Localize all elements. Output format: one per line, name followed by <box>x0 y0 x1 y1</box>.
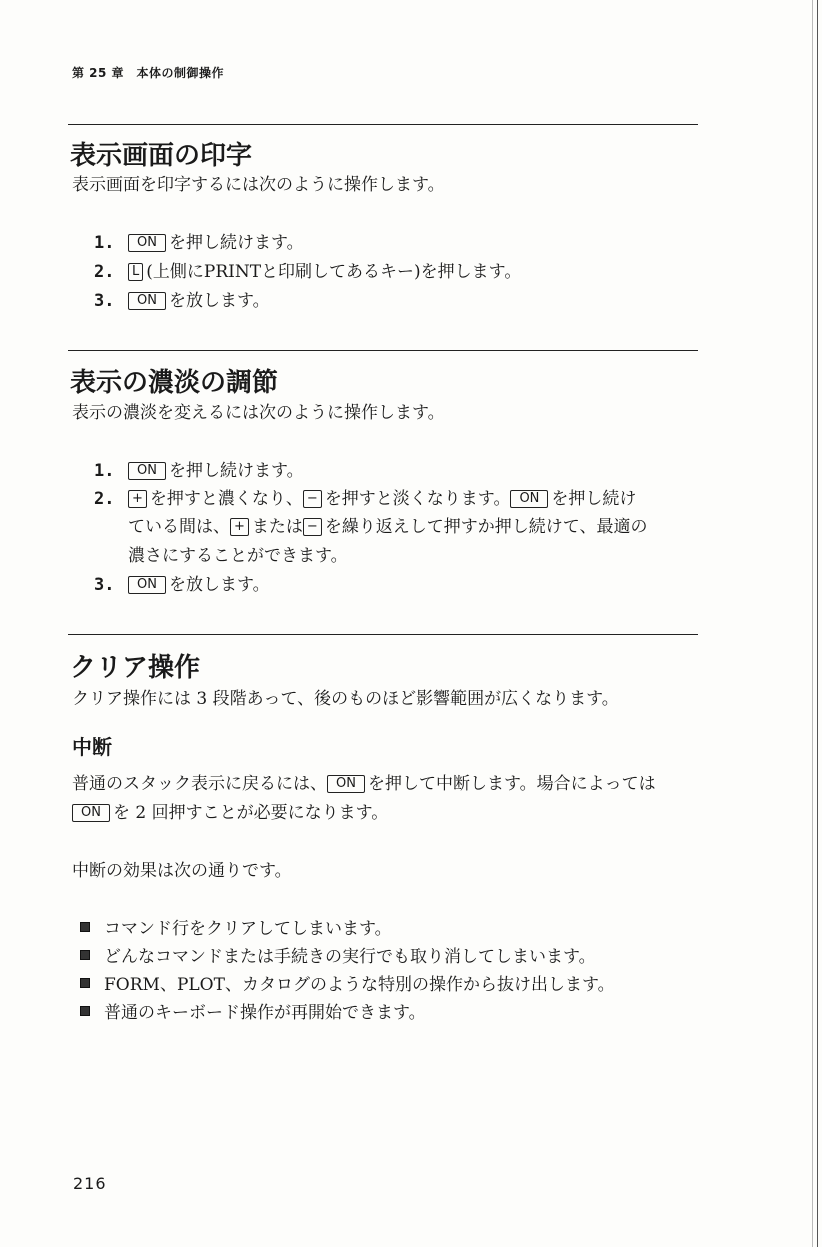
paragraph-text: を 2 回押すことが必要になります。 <box>112 803 389 823</box>
step-number: 1. <box>94 233 115 253</box>
step-item <box>94 484 636 514</box>
step-text: を押し続けます。 <box>168 233 304 253</box>
on-key: ON <box>128 234 166 252</box>
on-key: ON <box>72 804 110 822</box>
page-edge-inner <box>812 0 813 1247</box>
minus-key: − <box>303 490 322 508</box>
paragraph-line <box>72 798 388 828</box>
step-number: 2. <box>94 262 115 282</box>
step-continuation <box>128 512 647 542</box>
step-text: (上側にPRINTと印刷してあるキー)を押します。 <box>146 262 522 282</box>
on-key: ON <box>128 576 166 594</box>
bullet-text: FORM、PLOT、カタログのような特別の操作から抜け出します。 <box>104 975 615 995</box>
step-text: を押し続けます。 <box>168 461 304 481</box>
step-text: を押すと淡くなります。 <box>324 489 511 509</box>
bullet-square-icon <box>80 978 90 988</box>
step-item <box>94 456 304 486</box>
paragraph-text: を押して中断します。場合によっては <box>367 774 656 794</box>
section-intro: クリア操作には 3 段階あって、後のものほど影響範囲が広くなります。 <box>72 689 619 709</box>
bullet-text: 普通のキーボード操作が再開始できます。 <box>104 1003 426 1023</box>
section-title-print: 表示画面の印字 <box>70 141 253 171</box>
plus-key: + <box>230 518 249 536</box>
on-key: ON <box>128 292 166 310</box>
page-number: 216 <box>73 1174 107 1193</box>
bullet-text: どんなコマンドまたは手続きの実行でも取り消してしまいます。 <box>104 947 596 967</box>
running-head: 第 25 章 本体の制御操作 <box>72 66 225 80</box>
step-text: を繰り返えして押すか押し続けて、最適の <box>324 517 648 537</box>
bullet-item <box>80 970 615 1000</box>
step-number: 1. <box>94 461 115 481</box>
step-text: を放します。 <box>168 575 270 595</box>
bullet-square-icon <box>80 922 90 932</box>
step-text: を押すと濃くなり、 <box>149 489 303 509</box>
bullet-text: コマンド行をクリアしてしまいます。 <box>104 919 392 939</box>
step-item <box>94 286 270 316</box>
step-text: ている間は、 <box>128 517 230 537</box>
section-rule <box>68 350 698 351</box>
minus-key: − <box>303 518 322 536</box>
page-edge <box>817 0 818 1247</box>
step-item <box>94 570 270 600</box>
paragraph-text: 普通のスタック表示に戻るには、 <box>72 774 327 794</box>
step-number: 3. <box>94 291 115 311</box>
bullet-item <box>80 942 596 972</box>
on-key: ON <box>510 490 548 508</box>
on-key: ON <box>128 462 166 480</box>
step-text: を押し続け <box>551 489 637 509</box>
section-rule <box>68 634 698 635</box>
plus-key: + <box>128 490 147 508</box>
step-item <box>94 257 521 287</box>
step-item <box>94 228 304 258</box>
l-key: L <box>128 263 143 281</box>
step-continuation: 濃さにすることができます。 <box>128 546 348 566</box>
subheading-interrupt: 中断 <box>72 735 112 759</box>
step-text: を放します。 <box>168 291 270 311</box>
section-title-clear: クリア操作 <box>70 653 201 683</box>
section-rule <box>68 124 698 125</box>
bullet-square-icon <box>80 950 90 960</box>
on-key: ON <box>327 775 365 793</box>
bullet-item <box>80 998 426 1028</box>
bullet-square-icon <box>80 1006 90 1016</box>
step-number: 2. <box>94 489 115 509</box>
effects-intro: 中断の効果は次の通りです。 <box>72 861 292 881</box>
section-title-contrast: 表示の濃淡の調節 <box>70 368 279 398</box>
section-intro: 表示の濃淡を変えるには次のように操作します。 <box>72 403 445 423</box>
step-text: または <box>251 517 303 537</box>
step-number: 3. <box>94 575 115 595</box>
section-intro: 表示画面を印字するには次のように操作します。 <box>72 175 445 195</box>
bullet-item <box>80 914 392 944</box>
paragraph-line <box>72 769 656 799</box>
